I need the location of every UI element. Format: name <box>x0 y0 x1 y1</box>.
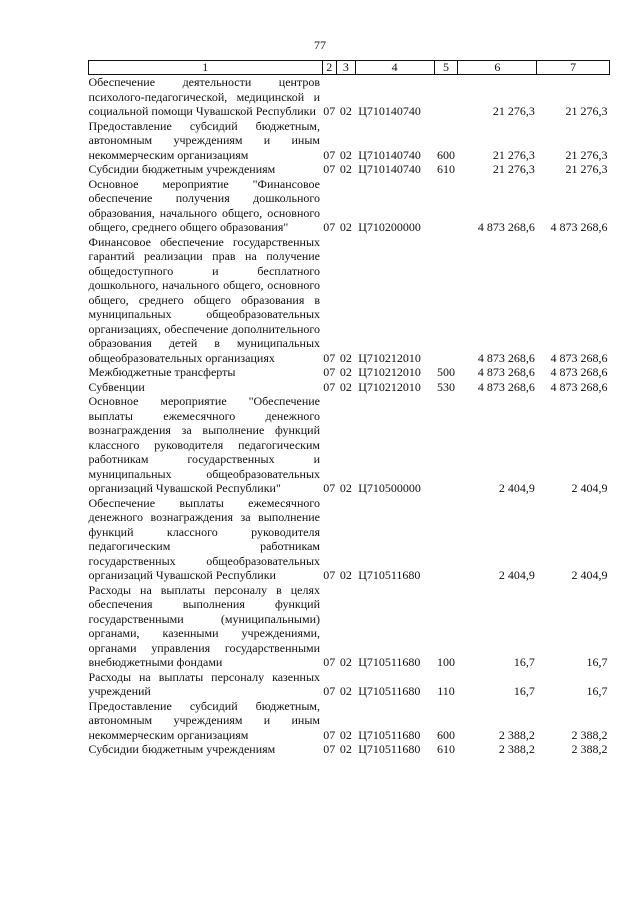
row-expense-type-cell <box>434 75 458 119</box>
row-amount-2-cell: 2 404,9 <box>571 568 608 582</box>
row-expense-type-cell: 610 <box>437 162 455 176</box>
row-name-cell: Обеспечение деятельности центров психолого-педагогической, медицинской и социальной помощи Чувашской Республики <box>88 75 321 118</box>
row-section-cell: 07 <box>323 104 336 118</box>
row-amount-2-cell: 2 388,2 <box>571 742 608 756</box>
row-target-code-cell: Ц710140740 <box>358 162 421 176</box>
header-col-6: 6 <box>458 61 537 75</box>
row-expense-type-cell: 530 <box>437 379 455 394</box>
row-amount-2-cell: 4 873 268,6 <box>550 350 608 365</box>
row-target-code-cell: Ц710511680 <box>358 684 421 698</box>
row-subsection-cell: 02 <box>339 481 352 495</box>
row-amount-2-cell: 2 388,2 <box>571 727 608 742</box>
row-amount-1-cell: 2 388,2 <box>498 742 535 756</box>
row-section-cell: 07 <box>323 481 336 495</box>
row-subsection-cell: 02 <box>339 350 352 365</box>
row-target-code-cell: Ц710140740 <box>358 104 421 118</box>
table-row <box>89 583 610 670</box>
row-subsection-cell: 02 <box>339 568 352 582</box>
row-section-cell: 07 <box>323 162 336 176</box>
row-target-code-cell: Ц710511680 <box>358 568 421 582</box>
table-row <box>89 394 610 496</box>
row-amount-1-cell: 4 873 268,6 <box>477 365 535 379</box>
row-name-cell: Основное мероприятие "Обеспечение выплаты ежемесячного денежного вознаграждения за выполнение функций классного руководителя педагогическим работникам государственных и муниципальных общеобразовательных организаций Чувашской Республики" <box>88 394 321 495</box>
table-row <box>89 699 610 743</box>
row-subsection-cell: 02 <box>339 684 352 698</box>
row-name-cell: Основное мероприятие "Финансовое обеспечение получения дошкольного образования, начального общего, основного общего, среднего общего образования" <box>88 176 321 234</box>
page-number: 77 <box>314 38 326 52</box>
row-section-cell: 07 <box>323 742 336 756</box>
row-amount-2-cell: 16,7 <box>586 655 608 669</box>
row-subsection-cell: 02 <box>339 104 352 118</box>
row-name-cell: Обеспечение выплаты ежемесячного денежного вознаграждения за выполнение функций классного руководителя педагогическим работникам государственных общеобразовательных организаций Чувашской Республики <box>88 495 321 582</box>
row-name-cell: Финансовое обеспечение государственных гарантий реализации прав на получение общедоступного и бесплатного дошкольного, начального общего, основного общего, среднего общего образования в муниципальных общеобразовательных организациях, обеспечение дополнительного образования детей в муниципальных общеобразовательных организациях <box>88 234 321 365</box>
row-amount-2-cell: 2 404,9 <box>571 481 608 495</box>
row-expense-type-cell <box>434 496 458 583</box>
row-name-cell: Межбюджетные трансферты <box>88 365 236 379</box>
row-amount-2-cell: 16,7 <box>586 684 608 698</box>
row-amount-2-cell: 4 873 268,6 <box>550 379 608 394</box>
row-section-cell: 07 <box>323 147 336 162</box>
row-expense-type-cell: 600 <box>437 727 455 742</box>
row-name-cell: Субсидии бюджетным учреждениям <box>88 742 276 756</box>
row-amount-1-cell: 2 404,9 <box>498 481 535 495</box>
table-row <box>89 177 610 235</box>
row-amount-2-cell: 4 873 268,6 <box>550 365 608 379</box>
row-amount-2-cell: 21 276,3 <box>565 104 608 118</box>
row-target-code-cell: Ц710212010 <box>358 379 421 394</box>
table-row <box>89 365 610 380</box>
row-section-cell: 07 <box>323 365 336 379</box>
row-amount-1-cell: 21 276,3 <box>492 147 535 162</box>
row-expense-type-cell: 600 <box>437 147 455 162</box>
row-subsection-cell: 02 <box>339 742 352 756</box>
row-amount-1-cell: 2 388,2 <box>498 727 535 742</box>
budget-table <box>88 60 610 757</box>
table-row <box>89 235 610 366</box>
row-name-cell: Расходы на выплаты персоналу в целях обеспечения выполнения функций государственными (муниципальными) органами, казенными учреждениями, органами управления государственными внебюджетными фондами <box>88 582 321 669</box>
header-col-5: 5 <box>434 61 458 75</box>
row-amount-1-cell: 2 404,9 <box>498 568 535 582</box>
row-amount-2-cell: 21 276,3 <box>565 162 608 176</box>
row-target-code-cell: Ц710500000 <box>358 481 421 495</box>
header-col-4: 4 <box>355 61 434 75</box>
row-amount-2-cell: 21 276,3 <box>565 147 608 162</box>
row-name-cell: Расходы на выплаты персоналу казенных учреждений <box>88 669 321 698</box>
row-target-code-cell: Ц710140740 <box>358 147 421 162</box>
row-amount-1-cell: 4 873 268,6 <box>477 379 535 394</box>
table-row <box>89 119 610 163</box>
row-subsection-cell: 02 <box>339 655 352 669</box>
row-amount-1-cell: 16,7 <box>513 684 535 698</box>
header-col-7: 7 <box>537 61 610 75</box>
table-row <box>89 380 610 395</box>
row-name-cell: Субвенции <box>88 379 145 394</box>
row-amount-1-cell: 21 276,3 <box>492 104 535 118</box>
row-section-cell: 07 <box>323 727 336 742</box>
row-subsection-cell: 02 <box>339 220 352 234</box>
row-target-code-cell: Ц710200000 <box>358 220 421 234</box>
row-name-cell: Субсидии бюджетным учреждениям <box>88 162 276 176</box>
row-amount-1-cell: 4 873 268,6 <box>477 350 535 365</box>
row-name-cell: Предоставление субсидий бюджетным, автономным учреждениям и иным некоммерческим организациям <box>88 118 321 162</box>
table-row <box>89 670 610 699</box>
row-section-cell: 07 <box>323 220 336 234</box>
row-subsection-cell: 02 <box>339 727 352 742</box>
table-row <box>89 75 610 119</box>
table-row <box>89 742 610 757</box>
row-expense-type-cell: 610 <box>437 742 455 756</box>
row-expense-type-cell <box>434 235 458 366</box>
row-expense-type-cell: 500 <box>437 365 455 379</box>
row-subsection-cell: 02 <box>339 379 352 394</box>
row-section-cell: 07 <box>323 568 336 582</box>
row-subsection-cell: 02 <box>339 162 352 176</box>
header-col-1: 1 <box>89 61 323 75</box>
table-row <box>89 496 610 583</box>
row-expense-type-cell: 100 <box>437 655 455 669</box>
row-target-code-cell: Ц710511680 <box>358 655 421 669</box>
row-expense-type-cell: 110 <box>437 684 455 698</box>
row-expense-type-cell <box>434 394 458 496</box>
row-section-cell: 07 <box>323 655 336 669</box>
row-target-code-cell: Ц710511680 <box>358 727 421 742</box>
row-amount-1-cell: 4 873 268,6 <box>477 220 535 234</box>
row-subsection-cell: 02 <box>339 147 352 162</box>
row-section-cell: 07 <box>323 684 336 698</box>
row-subsection-cell: 02 <box>339 365 352 379</box>
header-col-3: 3 <box>337 61 356 75</box>
row-section-cell: 07 <box>323 379 336 394</box>
row-target-code-cell: Ц710212010 <box>358 365 421 379</box>
row-amount-2-cell: 4 873 268,6 <box>550 220 608 234</box>
row-amount-1-cell: 16,7 <box>513 655 535 669</box>
row-target-code-cell: Ц710511680 <box>358 742 421 756</box>
header-col-2: 2 <box>322 61 337 75</box>
table-header-row <box>89 61 610 75</box>
row-expense-type-cell <box>434 177 458 235</box>
row-name-cell: Предоставление субсидий бюджетным, автономным учреждениям и иным некоммерческим организациям <box>88 698 321 742</box>
row-amount-1-cell: 21 276,3 <box>492 162 535 176</box>
row-section-cell: 07 <box>323 350 336 365</box>
row-target-code-cell: Ц710212010 <box>358 350 421 365</box>
table-row <box>89 162 610 177</box>
